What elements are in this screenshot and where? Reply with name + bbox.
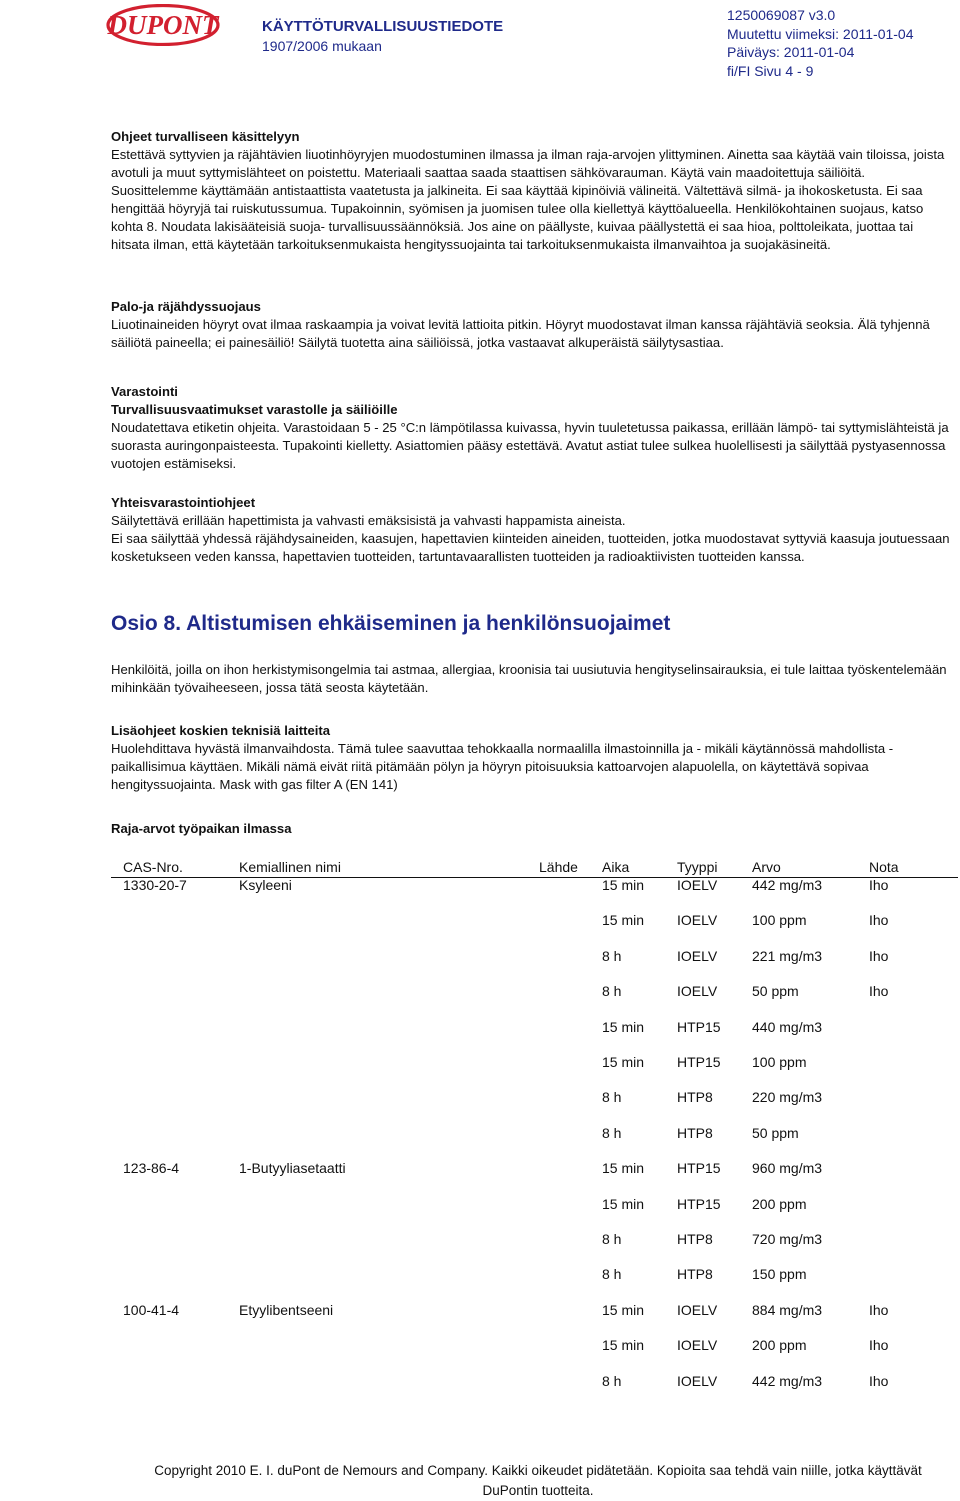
- cell-note: Iho: [869, 1337, 889, 1354]
- cell-time: 15 min: [602, 912, 645, 929]
- cell-note: Iho: [869, 947, 889, 964]
- cell-type: IOELV: [677, 1337, 718, 1354]
- cell-value: 50 ppm: [752, 983, 799, 1000]
- col-name: Kemiallinen nimi: [239, 859, 341, 875]
- issue-date: Päiväys: 2011-01-04: [727, 44, 855, 60]
- cell-time: 15 min: [602, 1160, 645, 1177]
- cell-time: 8 h: [602, 1231, 622, 1247]
- storage-section: [111, 383, 951, 473]
- document-title: KÄYTTÖTURVALLISUUSTIEDOTE: [262, 18, 504, 35]
- cell-type: HTP15: [677, 1054, 721, 1070]
- handling-text: Estettävä syttyvien ja räjähtävien liuotinhöyryjen muodostuminen ilmassa ja ilman raja-arvojen ylittyminen. Ainetta saa käytää vain tiloissa, joista avotuli ja muut syttymislähteet on poistettu. Materiaali saattaa saada staattisen sähkövarauman. Käytä vain maadoitettuja säiliöitä. Suosittelemme käyttämään antistaattista vaatetusta ja jalkineita. Ei saa käyttää kipinöiviä välineitä. Vältettävä silmä- ja ihokosketusta. Ei saa hengittää höyryjä tai ruiskutussumua. Tupakoinnin, syömisen ja juomisen tulee olla kiellettyä käyttöalueella. Henkilökohtainen suojaus, katso kohta 8. Noudata lakisääteisiä suoja- turvallisuussäännöksiä. Jos aine on päällyste, kuivaa päällystettä ei saa hioa, polttoleikata, juottaa tai hitsata ilman, että käytetään tarkoituksenmukaista hengityssuojainta tai tarkoituksenmukaista ilmanvaihtoa ja suojakäsineitä.: [111, 147, 945, 252]
- technical-text: Huolehdittava hyvästä ilmanvaihdosta. Tämä tulee saavuttaa tehokkaalla normaalilla ilmastoinnilla ja - mikäli käytännössä mahdollista - paikallisimua käyttäen. Mikäli nämä eivät riitä pitämään pölyn ja höyryn pitoisuuksia kattoarvojen alapuolella, on käytettävä sopivaa hengityssuojainta. Mask with gas filter A (EN 141): [111, 741, 894, 792]
- cell-value: 960 mg/m3: [752, 1160, 823, 1177]
- cell-value: 150 ppm: [752, 1266, 807, 1283]
- cell-value: 442 mg/m3: [752, 877, 823, 893]
- cell-type: IOELV: [677, 877, 718, 893]
- section-title: Altistumisen ehkäiseminen ja henkilönsuojaimet: [186, 612, 671, 635]
- dupont-logo: [106, 4, 220, 46]
- cell-note: Iho: [869, 1301, 889, 1318]
- joint-text-1: Säilytettävä erillään hapettimista ja vahvasti emäksisistä ja vahvasti happamista aineista.: [111, 513, 626, 528]
- cell-value: 220 mg/m3: [752, 1089, 823, 1106]
- storage-heading: Varastointi: [111, 384, 178, 399]
- section-number: Osio 8.: [111, 612, 182, 635]
- cell-type: IOELV: [677, 947, 718, 964]
- cell-time: 8 h: [602, 1124, 622, 1141]
- cell-type: HTP15: [677, 1195, 721, 1212]
- cell-type: HTP15: [677, 1160, 721, 1177]
- cell-time: 8 h: [602, 983, 622, 1000]
- cell-type: IOELV: [677, 1372, 718, 1389]
- col-source: Lähde: [539, 859, 578, 875]
- cell-value: 720 mg/m3: [752, 1231, 823, 1247]
- cell-type: IOELV: [677, 1301, 718, 1318]
- page-number: fi/FI Sivu 4 - 9: [727, 62, 814, 79]
- cell-type: HTP8: [677, 1231, 713, 1247]
- cell-value: 200 ppm: [752, 1337, 807, 1354]
- cell-note: Iho: [869, 877, 889, 893]
- technical-heading: Lisäohjeet koskien teknisiä laitteita: [111, 723, 331, 738]
- cell-type: HTP8: [677, 1124, 713, 1141]
- fire-text: Liuotinaineiden höyryt ovat ilmaa raskaampia ja voivat levitä lattioita pitkin. Höyryt muodostavat ilman kanssa räjähtäviä seoksia. Älä tyhjennä säiliötä paineella; ei painesäiliö! Säilytä tuotetta aina säiliöissä, jotka vastaavat alkuperäistä säilytysastiaa.: [111, 317, 930, 350]
- col-note: Nota: [869, 859, 899, 875]
- cell-type: HTP15: [677, 1018, 721, 1035]
- cell-cas: 1330-20-7: [123, 877, 187, 893]
- cell-type: HTP8: [677, 1089, 713, 1106]
- cell-name: Ksyleeni: [239, 877, 292, 893]
- col-value: Arvo: [752, 859, 781, 875]
- cell-value: 100 ppm: [752, 1054, 807, 1070]
- col-cas: CAS-Nro.: [123, 859, 183, 875]
- cell-time: 8 h: [602, 1372, 622, 1389]
- fire-section: [111, 298, 951, 352]
- section-8-title: [111, 612, 670, 636]
- cell-type: IOELV: [677, 912, 718, 929]
- cell-time: 15 min: [602, 1337, 645, 1354]
- cell-value: 884 mg/m3: [752, 1301, 823, 1318]
- doc-id: 1250069087 v3.0: [727, 7, 836, 23]
- col-time: Aika: [602, 859, 630, 875]
- limits-heading: Raja-arvot työpaikan ilmassa: [111, 821, 292, 836]
- cell-time: 15 min: [602, 877, 645, 893]
- joint-section: [111, 494, 951, 566]
- technical-section: [111, 722, 951, 794]
- cell-name: 1-Butyyliasetaatti: [239, 1160, 346, 1177]
- cell-type: IOELV: [677, 983, 718, 1000]
- joint-text-2: Ei saa säilyttää yhdessä räjähdysaineiden, kaasujen, hapettavien kiinteiden aineiden, tuotteiden, jotka muodostavat syttyviä kaasuja joutuessaan kosketukseen veden kanssa, hapettavien tuotteiden, tartuntavaarallisten tuotteiden ja radioaktiivisten tuotteiden kanssa.: [111, 531, 950, 564]
- handling-heading: Ohjeet turvalliseen käsittelyyn: [111, 129, 300, 144]
- cell-value: 442 mg/m3: [752, 1372, 823, 1389]
- cell-cas: 100-41-4: [123, 1301, 180, 1318]
- cell-time: 15 min: [602, 1018, 645, 1035]
- cell-name: Etyylibentseeni: [239, 1301, 334, 1318]
- cell-cas: 123-86-4: [123, 1160, 180, 1177]
- cell-time: 15 min: [602, 1301, 645, 1318]
- footer-copyright: Copyright 2010 E. I. duPont de Nemours and Company. Kaikki oikeudet pidätetään. Kopioita saa tehdä vain niille, jotka käyttävät DuPontin tuotteita.: [154, 1463, 922, 1498]
- section-8-intro: Henkilöitä, joilla on ihon herkistymisongelmia tai astmaa, allergiaa, kroonisia tai uusiutuvia hengityselinsairauksia, ei tule laittaa työskentelemään mihinkään työvaiheeseen, jossa tätä seosta käytetään.: [111, 662, 947, 695]
- cell-time: 15 min: [602, 1195, 645, 1212]
- cell-type: HTP8: [677, 1266, 713, 1283]
- cell-value: 50 ppm: [752, 1124, 799, 1141]
- cell-time: 8 h: [602, 1089, 622, 1106]
- revised-date: Muutettu viimeksi: 2011-01-04: [727, 25, 914, 42]
- cell-value: 440 mg/m3: [752, 1018, 823, 1035]
- cell-note: Iho: [869, 1372, 889, 1389]
- cell-time: 15 min: [602, 1054, 645, 1070]
- cell-value: 100 ppm: [752, 912, 807, 929]
- document-subtitle: 1907/2006 mukaan: [262, 38, 382, 54]
- cell-value: 221 mg/m3: [752, 947, 823, 964]
- logo-text: DUPONT: [107, 10, 219, 40]
- storage-text: Noudatettava etiketin ohjeita. Varastoidaan 5 - 25 °C:n lämpötilassa kuivassa, hyvin tuuletetussa paikassa, erillään lämpö- tai syttymislähteistä ja suorasta auringonpaisteesta. Tupakointi kielletty. Asiattomien pääsy estettävä. Avatut astiat tulee sulkea huolellisesti ja säilyttää pystyasennossa vuotojen estämiseksi.: [111, 420, 949, 471]
- fire-heading: Palo-ja räjähdyssuojaus: [111, 299, 261, 314]
- joint-heading: Yhteisvarastointiohjeet: [111, 495, 256, 510]
- cell-note: Iho: [869, 912, 889, 929]
- handling-section: [111, 128, 951, 254]
- storage-subheading: Turvallisuusvaatimukset varastolle ja säiliöille: [111, 402, 398, 417]
- cell-note: Iho: [869, 983, 889, 1000]
- cell-time: 8 h: [602, 947, 622, 964]
- cell-time: 8 h: [602, 1266, 622, 1283]
- document-meta: [727, 6, 914, 80]
- cell-value: 200 ppm: [752, 1195, 807, 1212]
- col-type: Tyyppi: [677, 859, 718, 875]
